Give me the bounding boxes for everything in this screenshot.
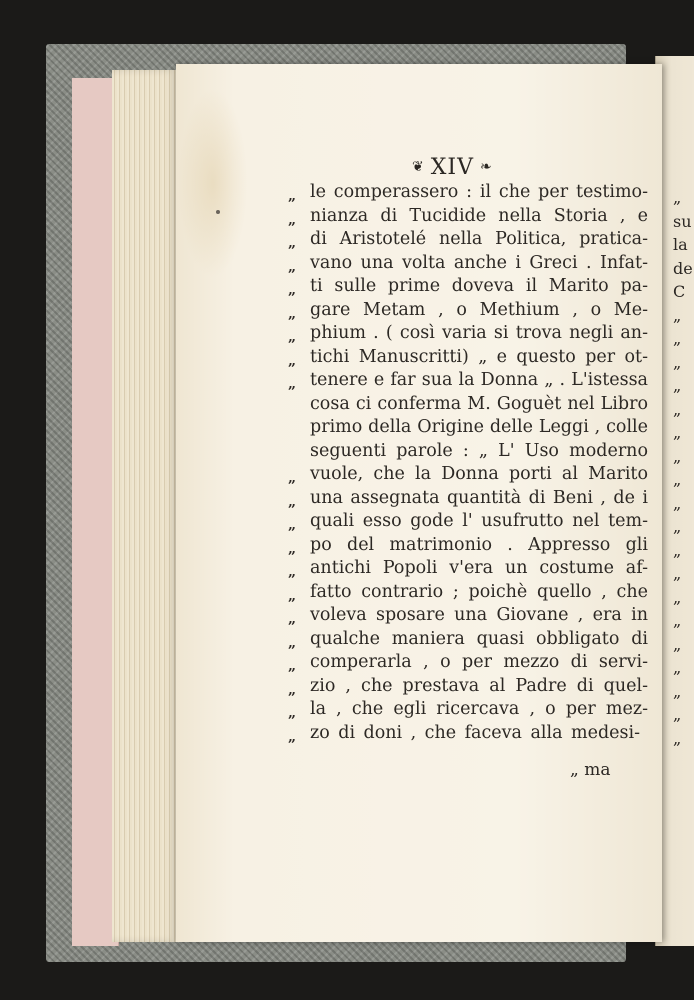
quote-mark: „ [288,376,297,392]
text-line: voleva sposare una Giovane , era in [310,605,648,625]
facing-page-fragment: „ [673,376,682,395]
quote-mark: „ [288,587,297,604]
text-line: di Aristotelé nella Politica, pratica- [310,229,648,249]
text-line: zo di doni , che faceva alla medesi- [310,722,640,743]
facing-page-fragment: „ [673,493,682,513]
quote-mark: „ [288,493,297,510]
facing-page-fragment: „ [673,470,682,489]
facing-page-fragment: la [673,235,688,254]
quote-mark: „ [288,329,297,345]
facing-page-fragment: „ [673,681,682,701]
page-number: XIV [430,154,474,180]
text-line: fatto contrario ; poichè quello , che [310,581,648,602]
text-line: vuole, che la Donna porti al Marito [310,464,648,484]
text-line: ti sulle prime doveva il Marito pa- [310,276,648,296]
facing-page-fragment: „ [673,540,682,560]
quote-mark: „ [288,258,297,275]
quote-mark: „ [288,681,297,698]
facing-page-fragment: „ [673,423,682,442]
quote-mark: „ [288,564,297,580]
facing-page-fragment: „ [673,587,682,607]
text-line: vano una volta anche i Greci . Infat- [310,252,648,273]
facing-page-fragment: „ [673,305,682,325]
quote-mark: „ [288,305,297,322]
facing-page-fragment: „ [673,399,682,419]
facing-page-fragment: „ [673,705,682,724]
facing-page-fragment: „ [673,611,682,630]
text-line: nianza di Tucidide nella Storia , e [310,205,648,226]
quote-mark: „ [288,282,297,298]
quote-mark: „ [288,211,297,228]
text-line: primo della Origine delle Leggi , colle [310,417,648,437]
facing-page-fragment: „ [673,728,682,748]
facing-page-fragment: „ [673,446,682,466]
text-line: zio , che prestava al Padre di quel- [310,675,648,696]
facing-page-fragment: „ [673,634,682,654]
page-header [412,152,493,182]
facing-page-fragment: „ [673,188,682,207]
text-line: una assegnata quantità di Beni , de i [310,487,648,508]
text-line: quali esso gode l' usufrutto nel tem- [310,511,648,531]
text-line: le comperassero : il che per testimo- [310,182,648,202]
text-line: antichi Popoli v'era un costume af- [310,558,648,578]
text-line: comperarla , o per mezzo di servi- [310,652,648,672]
facing-page-fragment: „ [673,517,682,536]
catchword: „ ma [570,760,611,780]
ornament-right-icon: ❧ [479,159,493,175]
facing-page-fragment: C [673,282,686,301]
quote-mark: „ [288,634,297,651]
text-line: cosa ci conferma M. Goguèt nel Libro [310,393,648,414]
text-line: phium . ( così varia si trova negli an- [310,323,648,343]
quote-mark: „ [288,517,297,533]
ornament-left-icon: ❦ [412,159,425,175]
text-line: qualche maniera quasi obbligato di [310,628,648,649]
quote-mark: „ [288,658,297,674]
page-edges [112,70,178,942]
quote-mark: „ [288,728,297,745]
facing-page-fragment: „ [673,658,682,677]
text-line: seguenti parole : „ L' Uso moderno [310,440,648,461]
water-stain [178,88,248,278]
quote-mark: „ [288,611,297,627]
facing-page-fragment: su [673,211,692,231]
quote-mark: „ [288,470,297,486]
facing-page-fragment: „ [673,352,682,372]
quote-mark: „ [288,352,297,369]
facing-page-fragment: „ [673,329,682,348]
facing-page-fragment: „ [673,564,682,583]
ink-spot [216,210,220,214]
quote-mark: „ [288,540,297,557]
text-line: la , che egli ricercava , o per mez- [310,699,648,719]
quote-mark: „ [288,705,297,721]
facing-page-fragment: de [673,258,693,278]
quote-mark: „ [288,235,297,251]
text-line: tenere e far sua la Donna „ . L'istessa [310,370,648,390]
text-line: tichi Manuscritti) „ e questo per ot- [310,346,648,367]
text-line: po del matrimonio . Appresso gli [310,534,648,555]
text-line: gare Metam , o Methium , o Me- [310,299,648,320]
quote-mark: „ [288,188,297,204]
